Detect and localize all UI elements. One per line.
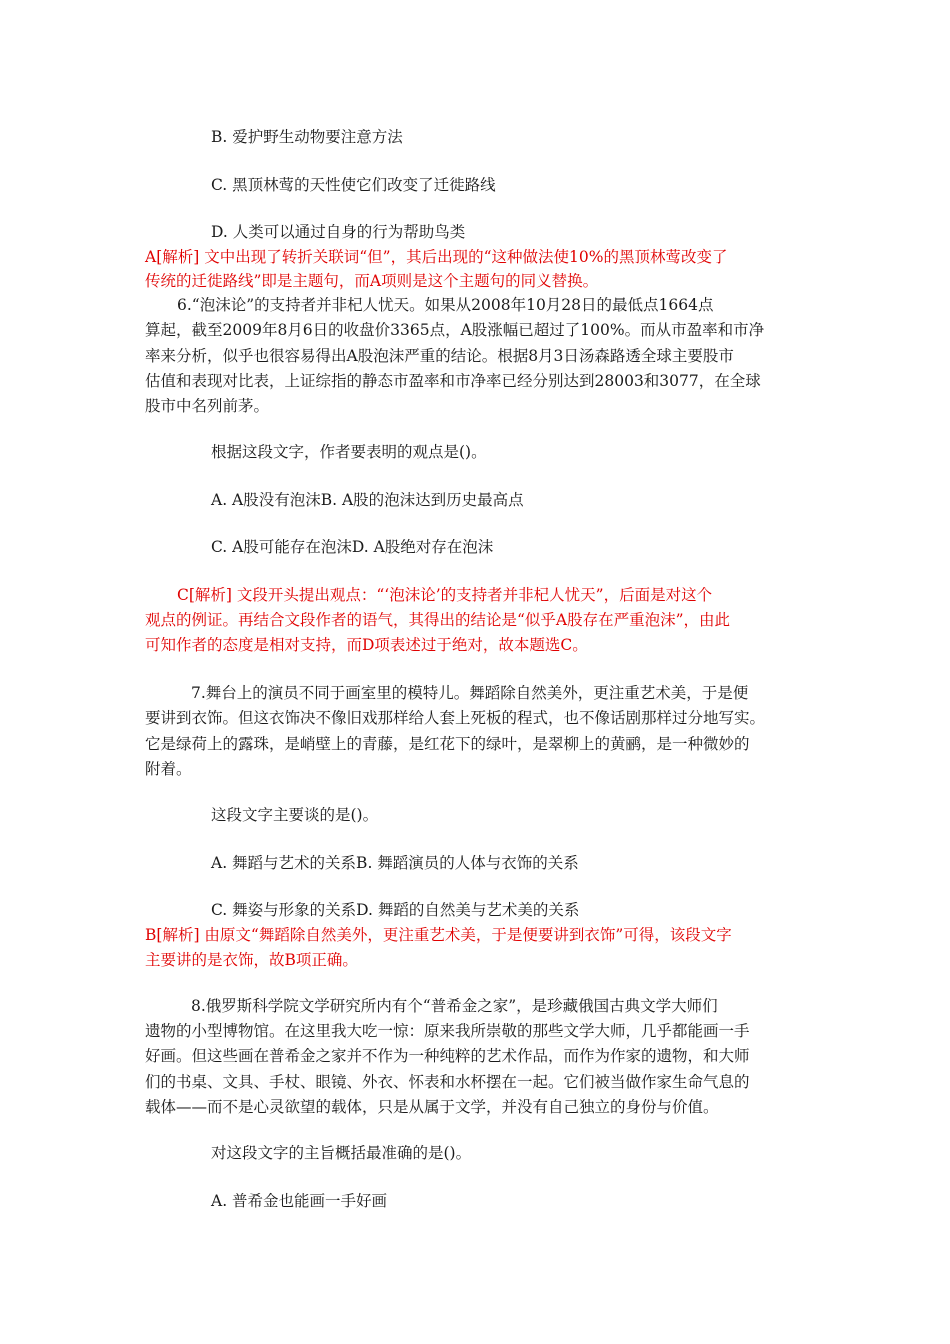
q8-passage-line-4: 们的书桌、文具、手杖、眼镜、外衣、怀表和水杯摆在一起。它们被当做作家生命气息的	[145, 1073, 750, 1091]
q8-passage-line-3: 好画。但这些画在普希金之家并不作为一种纯粹的艺术作品，而作为作家的遗物，和大师	[145, 1047, 750, 1065]
q6-analysis-line-3: 可知作者的态度是相对支持，而D项表述过于绝对，故本题选C。	[145, 636, 588, 654]
q5-option-b: B. 爱护野生动物要注意方法	[211, 128, 403, 146]
q7-options-cd: C. 舞姿与形象的关系D. 舞蹈的自然美与艺术美的关系	[211, 901, 580, 919]
q8-passage-line-2: 遗物的小型博物馆。在这里我大吃一惊：原来我所崇敬的那些文学大师，几乎都能画一手	[145, 1022, 750, 1040]
q7-options-ab: A. 舞蹈与艺术的关系B. 舞蹈演员的人体与衣饰的关系	[211, 854, 579, 872]
q6-analysis-line-1: C[解析] 文段开头提出观点：“‘泡沫论’的支持者并非杞人忧天”，后面是对这个	[177, 586, 713, 604]
q7-analysis-line-1: B[解析] 由原文“舞蹈除自然美外，更注重艺术美，于是便要讲到衣饰”可得，该段文字	[145, 926, 732, 944]
q7-passage-line-4: 附着。	[145, 760, 192, 778]
q7-passage-line-1: 7.舞台上的演员不同于画室里的模特儿。舞蹈除自然美外，更注重艺术美，于是便	[191, 684, 749, 702]
q6-passage-line-1: 6.“泡沫论”的支持者并非杞人忧天。如果从2008年10月28日的最低点1664点	[177, 296, 714, 314]
q6-question: 根据这段文字，作者要表明的观点是()。	[211, 443, 487, 461]
q5-option-c: C. 黑顶林莺的天性使它们改变了迁徙路线	[211, 176, 496, 194]
q6-passage-line-3: 率来分析，似乎也很容易得出A股泡沫严重的结论。根据8月3日汤森路透全球主要股市	[145, 347, 734, 365]
q8-passage-line-5: 载体——而不是心灵欲望的载体，只是从属于文学，并没有自己独立的身份与价值。	[145, 1098, 719, 1116]
q6-passage-line-4: 估值和表现对比表，上证综指的静态市盈率和市净率已经分别达到28003和3077，在全球	[145, 372, 761, 390]
q6-options-ab: A. A股没有泡沫B. A股的泡沫达到历史最高点	[211, 491, 524, 509]
q7-passage-line-2: 要讲到衣饰。但这衣饰决不像旧戏那样给人套上死板的程式，也不像话剧那样过分地写实。	[145, 709, 766, 727]
q5-analysis-line-1: A[解析] 文中出现了转折关联词“但”，其后出现的“这种做法使10%的黑顶林莺改变了	[145, 248, 728, 266]
q6-options-cd: C. A股可能存在泡沫D. A股绝对存在泡沫	[211, 538, 494, 556]
q5-analysis-line-2: 传统的迁徙路线”即是主题句，而A项则是这个主题句的同义替换。	[145, 272, 599, 290]
q8-passage-line-1: 8.俄罗斯科学院文学研究所内有个“普希金之家”，是珍藏俄国古典文学大师们	[191, 997, 718, 1015]
q7-analysis-line-2: 主要讲的是衣饰，故B项正确。	[145, 951, 358, 969]
q8-option-a: A. 普希金也能画一手好画	[211, 1192, 388, 1210]
q7-question: 这段文字主要谈的是()。	[211, 806, 379, 824]
q5-option-d: D. 人类可以通过自身的行为帮助鸟类	[211, 223, 466, 241]
q6-analysis-line-2: 观点的例证。再结合文段作者的语气，其得出的结论是“似乎A股存在严重泡沫”，由此	[145, 611, 731, 629]
q6-passage-line-2: 算起，截至2009年8月6日的收盘价3365点，A股涨幅已超过了100%。而从市盈率和市净	[145, 321, 765, 339]
q8-question: 对这段文字的主旨概括最准确的是()。	[211, 1144, 472, 1162]
q7-passage-line-3: 它是绿荷上的露珠，是峭壁上的青藤，是红花下的绿叶，是翠柳上的黄鹂，是一种微妙的	[145, 735, 750, 753]
q6-passage-line-5: 股市中名列前茅。	[145, 397, 270, 415]
